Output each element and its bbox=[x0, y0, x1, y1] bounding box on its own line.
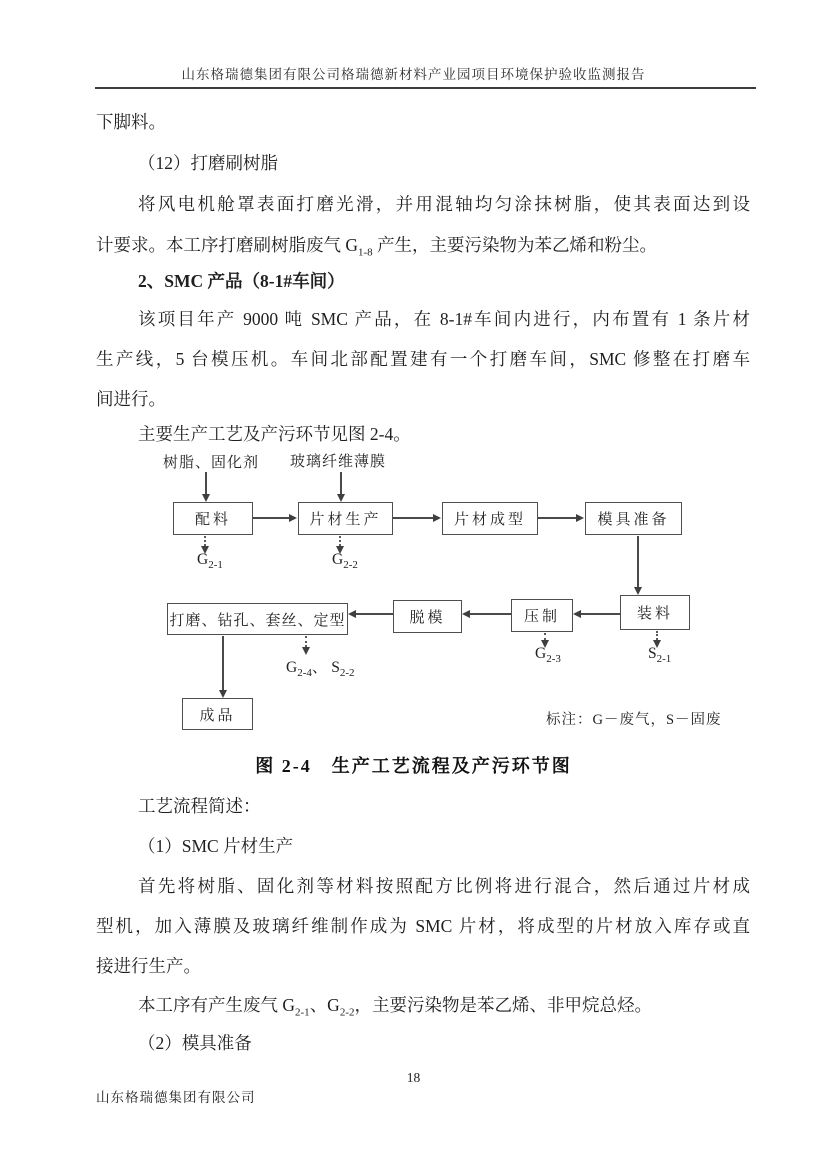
flow-line bbox=[470, 613, 511, 615]
paragraph-line: 生产线，5 台模压机。车间北部配置建有一个打磨车间，SMC 修整在打磨车 bbox=[96, 349, 750, 369]
heading-smc-product: 2、SMC 产品（8-1#车间） bbox=[138, 271, 345, 291]
flow-line bbox=[356, 613, 393, 615]
text-segment: 产生，主要污染物为苯乙烯和粉尘。 bbox=[372, 235, 658, 255]
paragraph-line: 下脚料。 bbox=[96, 112, 166, 132]
paragraph-line: 首先将树脂、固化剂等材料按照配方比例将进行混合，然后通过片材成 bbox=[138, 876, 750, 896]
paragraph-line: 间进行。 bbox=[96, 389, 166, 409]
flow-dashed-line bbox=[656, 631, 658, 640]
heading-item-2: （2）模具准备 bbox=[138, 1033, 252, 1053]
subscript: 2-2 bbox=[343, 559, 358, 572]
paragraph-line: 该项目年产 9000 吨 SMC 产品，在 8-1#车间内进行，内布置有 1 条片材 bbox=[138, 309, 750, 329]
arrow-left-icon bbox=[462, 610, 470, 618]
flow-input-label-glassfiber: 玻璃纤维薄膜 bbox=[290, 454, 387, 470]
emission-label-g2-4-s2-2 bbox=[286, 655, 355, 680]
flow-box-sheet-production: 片材生产 bbox=[298, 502, 393, 535]
flow-line bbox=[393, 517, 433, 519]
subscript: 2-4 bbox=[297, 667, 312, 680]
subscript: 2-1 bbox=[295, 1006, 310, 1019]
flow-box-finishing: 打磨、钻孔、套丝、定型 bbox=[167, 603, 348, 635]
flow-line bbox=[637, 536, 639, 587]
text-segment: S bbox=[648, 645, 657, 662]
arrow-down-icon bbox=[202, 494, 210, 502]
emission-label-s2-1 bbox=[648, 645, 672, 666]
subscript: 2-1 bbox=[656, 653, 672, 666]
paragraph-line bbox=[96, 232, 657, 258]
emission-label-g2-2 bbox=[332, 551, 358, 572]
figure-caption: 图 2-4 生产工艺流程及产污环节图 bbox=[255, 756, 572, 776]
flow-box-demolding: 脱模 bbox=[393, 600, 462, 633]
flow-line bbox=[205, 472, 207, 495]
flow-dashed-line bbox=[339, 536, 341, 546]
arrow-right-icon bbox=[289, 514, 297, 522]
paragraph-line: 工艺流程简述： bbox=[138, 796, 261, 816]
paragraph-line: 接进行生产。 bbox=[96, 956, 201, 976]
text-segment: G bbox=[535, 645, 547, 662]
flow-box-sheet-forming: 片材成型 bbox=[442, 502, 538, 535]
arrow-down-icon bbox=[337, 494, 345, 502]
page-number: 18 bbox=[406, 1070, 421, 1085]
text-segment: 本工序有产生废气 G bbox=[138, 995, 296, 1015]
arrow-right-icon bbox=[576, 514, 584, 522]
arrow-left-icon bbox=[348, 610, 356, 618]
flow-box-loading: 装料 bbox=[620, 595, 690, 630]
header-rule bbox=[95, 87, 756, 89]
flow-line bbox=[340, 472, 342, 495]
arrow-down-icon bbox=[302, 647, 310, 655]
emission-label-g2-3 bbox=[535, 645, 561, 666]
flow-line bbox=[222, 636, 224, 690]
header-title: 山东格瑞德集团有限公司格瑞德新材料产业园项目环境保护验收监测报告 bbox=[181, 67, 646, 82]
flow-dashed-line bbox=[305, 636, 307, 647]
flow-box-pressing: 压制 bbox=[511, 599, 573, 632]
flow-line bbox=[538, 517, 576, 519]
heading-item-1: （1）SMC 片材生产 bbox=[138, 836, 294, 856]
flow-line bbox=[581, 613, 620, 615]
subscript: 2-2 bbox=[339, 667, 355, 680]
paragraph-line: 型机，加入薄膜及玻璃纤维制作成为 SMC 片材，将成型的片材放入库存或直 bbox=[96, 916, 750, 936]
subscript: 2-2 bbox=[339, 1006, 355, 1019]
paragraph-line: 将风电机舱罩表面打磨光滑，并用混轴均匀涂抹树脂，使其表面达到设 bbox=[138, 194, 750, 214]
text-segment: ，主要污染物是苯乙烯、非甲烷总烃。 bbox=[354, 995, 652, 1015]
flow-box-mold-preparation: 模具准备 bbox=[585, 502, 682, 535]
arrow-left-icon bbox=[573, 610, 581, 618]
footer-company: 山东格瑞德集团有限公司 bbox=[96, 1090, 256, 1105]
text-segment: G bbox=[332, 551, 344, 568]
emission-label-g2-1 bbox=[197, 551, 223, 572]
flow-dashed-line bbox=[204, 536, 206, 546]
heading-item-12: （12）打磨刷树脂 bbox=[138, 153, 278, 173]
text-segment: G bbox=[286, 659, 298, 676]
arrow-down-icon bbox=[219, 690, 227, 698]
text-segment: G bbox=[197, 551, 209, 568]
flow-box-finished-product: 成品 bbox=[182, 698, 253, 730]
arrow-down-icon bbox=[634, 587, 642, 595]
subscript: 2-3 bbox=[546, 653, 561, 666]
text-segment: 、G bbox=[309, 995, 340, 1015]
arrow-right-icon bbox=[433, 514, 441, 522]
flowchart-legend-note: 标注：G－废气，S－固废 bbox=[546, 712, 722, 728]
flow-input-label-resin: 树脂、固化剂 bbox=[163, 455, 260, 471]
flow-line bbox=[253, 517, 289, 519]
paragraph-line: 主要生产工艺及产污环节见图 2-4。 bbox=[138, 424, 411, 444]
flow-dashed-line bbox=[544, 633, 546, 640]
text-segment: 计要求。本工序打磨刷树脂废气 G bbox=[96, 235, 359, 255]
subscript: 2-1 bbox=[208, 559, 223, 572]
subscript: 1-8 bbox=[358, 246, 373, 259]
paragraph-line bbox=[138, 992, 652, 1018]
text-segment: 、 S bbox=[311, 659, 340, 676]
flow-box-mixing: 配料 bbox=[173, 502, 253, 535]
